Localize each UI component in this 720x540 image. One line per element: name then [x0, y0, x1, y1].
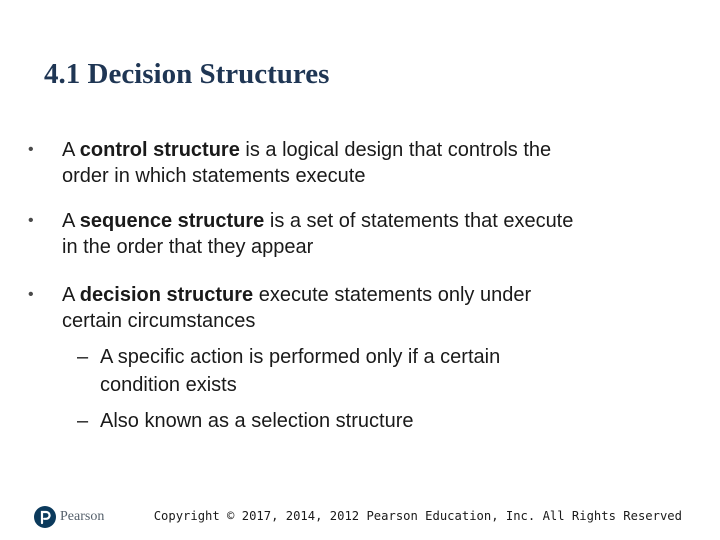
- pearson-logo-text: Pearson: [60, 509, 105, 524]
- bullet-line: [62, 137, 702, 163]
- sub-bullet-marker: –: [77, 410, 89, 432]
- bullet-text-post: execute statements only under: [253, 284, 532, 306]
- bullet-text-pre: A: [62, 210, 80, 232]
- sub-bullet-text: [100, 343, 660, 399]
- bullet-text-pre: A: [62, 139, 80, 161]
- bullet-text: [62, 282, 702, 334]
- sub-bullet-line: A specific action is performed only if a certain: [100, 346, 501, 368]
- bullet-text: [62, 137, 702, 189]
- pearson-logo: [34, 505, 104, 529]
- sub-bullet-marker: –: [77, 346, 89, 368]
- sub-bullet-text: [100, 407, 660, 435]
- bullet-line-2: certain circumstances: [62, 310, 256, 332]
- bullet-line: [62, 208, 702, 234]
- bullet-text-post: is a logical design that controls the: [239, 139, 552, 161]
- pearson-logo-icon: [34, 506, 56, 528]
- bullet-text-post: is a set of statements that execute: [264, 210, 574, 232]
- bullet-marker: •: [28, 212, 34, 229]
- bullet-term: control structure: [79, 139, 240, 161]
- copyright-notice: Copyright © 2017, 2014, 2012 Pearson Education, Inc. All Rights Reserved: [153, 509, 682, 523]
- bullet-line: [62, 282, 702, 308]
- sub-bullet-line: Also known as a selection structure: [100, 410, 414, 432]
- bullet-text: [62, 208, 702, 260]
- bullet-term: sequence structure: [79, 210, 265, 232]
- bullet-line-2: order in which statements execute: [62, 165, 366, 187]
- slide-title: 4.1 Decision Structures: [44, 58, 330, 90]
- bullet-term: decision structure: [79, 284, 254, 306]
- bullet-text-pre: A: [62, 284, 80, 306]
- bullet-marker: •: [28, 141, 34, 158]
- bullet-marker: •: [28, 286, 34, 303]
- sub-bullet-line-2: condition exists: [100, 374, 237, 396]
- bullet-line-2: in the order that they appear: [62, 236, 314, 258]
